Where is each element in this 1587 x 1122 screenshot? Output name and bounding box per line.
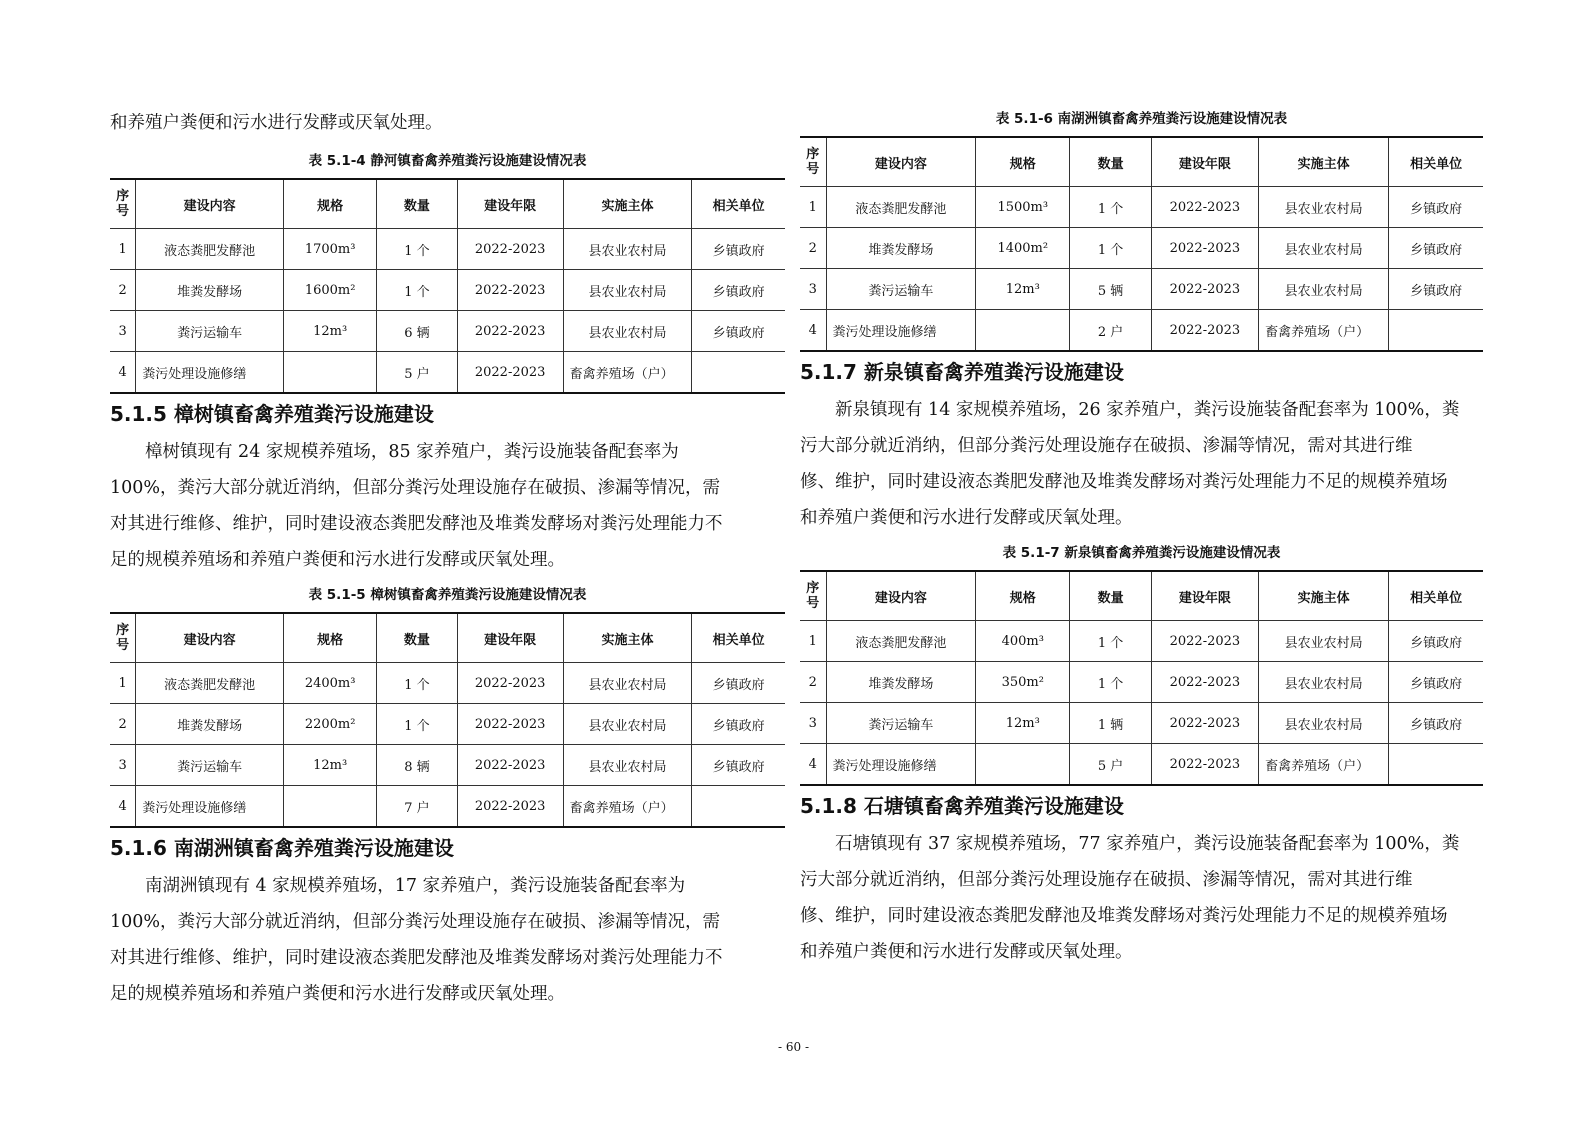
cell-col-years: 2022-2023	[457, 745, 563, 786]
cell-col-spec: 1700m³	[284, 229, 377, 270]
header-col-years: 建设年限	[1151, 137, 1258, 187]
cell-col-implementer: 县农业农村局	[1259, 228, 1389, 269]
section-5-1-6-body	[110, 868, 785, 1012]
header-col-years: 建设年限	[1151, 571, 1258, 621]
cell-col-seq: 2	[110, 270, 136, 311]
cell-col-related: 乡镇政府	[692, 663, 785, 704]
cell-col-spec: 2200m²	[284, 704, 377, 745]
cell-col-years: 2022-2023	[1151, 621, 1258, 662]
header-col-spec: 规格	[284, 613, 377, 663]
cell-col-related	[1389, 310, 1483, 352]
section-5-1-8-heading: 5.1.8 石塘镇畜禽养殖粪污设施建设	[800, 794, 1124, 818]
cell-col-content: 液态粪肥发酵池	[136, 663, 284, 704]
cell-col-related: 乡镇政府	[692, 311, 785, 352]
cell-col-qty: 1 个	[1070, 662, 1151, 703]
cell-col-qty: 1 个	[1070, 187, 1151, 228]
header-col-content: 建设内容	[826, 137, 976, 187]
cell-col-implementer: 县农业农村局	[1259, 269, 1389, 310]
cell-col-content: 粪污处理设施修缮	[826, 744, 976, 786]
paragraph-line: 对其进行维修、维护，同时建设液态粪肥发酵池及堆粪发酵场对粪污处理能力不	[110, 514, 723, 534]
data-table	[800, 570, 1483, 786]
paragraph-line: 足的规模养殖场和养殖户粪便和污水进行发酵或厌氧处理。	[110, 550, 565, 570]
header-seq-bottom: 号	[116, 204, 130, 219]
paragraph-line: 污大部分就近消纳，但部分粪污处理设施存在破损、渗漏等情况，需对其进行维	[800, 436, 1413, 456]
header-col-implementer: 实施主体	[563, 179, 692, 229]
paragraph-line: 南湖洲镇现有 4 家规模养殖场，17 家养殖户，粪污设施装备配套率为	[145, 876, 686, 896]
cell-col-implementer: 畜禽养殖场（户）	[1259, 744, 1389, 786]
cell-col-spec: 1500m³	[976, 187, 1070, 228]
cell-col-content: 粪污运输车	[826, 703, 976, 744]
cell-col-seq: 4	[110, 352, 136, 394]
table-row	[800, 269, 1483, 310]
paragraph-line: 100%，粪污大部分就近消纳，但部分粪污处理设施存在破损、渗漏等情况，需	[110, 478, 721, 498]
cell-col-related	[692, 352, 785, 394]
section-5-1-5-heading: 5.1.5 樟树镇畜禽养殖粪污设施建设	[110, 402, 434, 426]
table-5-1-5-caption: 表 5.1-5 樟树镇畜禽养殖粪污设施建设情况表	[308, 587, 587, 603]
cell-col-implementer: 畜禽养殖场（户）	[1259, 310, 1389, 352]
cell-col-years: 2022-2023	[457, 663, 563, 704]
cell-col-related: 乡镇政府	[1389, 187, 1483, 228]
cell-col-qty: 1 个	[377, 663, 457, 704]
cell-col-seq: 1	[800, 621, 826, 662]
table-row	[110, 786, 785, 828]
header-col-qty: 数量	[377, 613, 457, 663]
cell-col-qty: 6 辆	[377, 311, 457, 352]
cell-col-related	[692, 786, 785, 828]
header-col-implementer: 实施主体	[1259, 571, 1389, 621]
cell-col-implementer: 县农业农村局	[563, 745, 692, 786]
cell-col-spec: 12m³	[284, 745, 377, 786]
header-col-related: 相关单位	[1389, 137, 1483, 187]
cell-col-content: 粪污运输车	[136, 745, 284, 786]
table-header-row	[110, 179, 785, 229]
table-row	[800, 744, 1483, 786]
cell-col-implementer: 畜禽养殖场（户）	[563, 352, 692, 394]
cell-col-implementer: 县农业农村局	[563, 704, 692, 745]
cell-col-qty: 5 户	[377, 352, 457, 394]
paragraph-line: 修、维护，同时建设液态粪肥发酵池及堆粪发酵场对粪污处理能力不足的规模养殖场	[800, 906, 1448, 926]
section-5-1-7-body	[800, 392, 1483, 536]
table-5-1-4	[110, 178, 785, 394]
paragraph-line: 修、维护，同时建设液态粪肥发酵池及堆粪发酵场对粪污处理能力不足的规模养殖场	[800, 472, 1448, 492]
header-col-spec: 规格	[976, 137, 1070, 187]
header-seq	[800, 571, 826, 621]
header-seq	[110, 613, 136, 663]
table-row	[800, 621, 1483, 662]
cell-col-seq: 3	[110, 311, 136, 352]
cell-col-qty: 1 辆	[1070, 703, 1151, 744]
table-header-row	[800, 137, 1483, 187]
cell-col-spec: 400m³	[976, 621, 1070, 662]
paragraph-line: 新泉镇现有 14 家规模养殖场，26 家养殖户，粪污设施装备配套率为 100%，粪	[835, 400, 1460, 420]
table-row	[110, 663, 785, 704]
paragraph-line: 对其进行维修、维护，同时建设液态粪肥发酵池及堆粪发酵场对粪污处理能力不	[110, 948, 723, 968]
cell-col-related: 乡镇政府	[692, 229, 785, 270]
cell-col-qty: 2 户	[1070, 310, 1151, 352]
cell-col-seq: 2	[800, 662, 826, 703]
header-col-implementer: 实施主体	[563, 613, 692, 663]
cell-col-implementer: 县农业农村局	[1259, 662, 1389, 703]
header-seq-top: 序	[116, 189, 130, 204]
cell-col-seq: 1	[110, 229, 136, 270]
cell-col-content: 液态粪肥发酵池	[136, 229, 284, 270]
header-col-qty: 数量	[1070, 571, 1151, 621]
data-table	[800, 136, 1483, 352]
paragraph-line: 石塘镇现有 37 家规模养殖场，77 家养殖户，粪污设施装备配套率为 100%，粪	[835, 834, 1460, 854]
table-row	[110, 270, 785, 311]
cell-col-content: 堆粪发酵场	[136, 704, 284, 745]
header-col-years: 建设年限	[457, 179, 563, 229]
cell-col-seq: 1	[800, 187, 826, 228]
table-row	[110, 311, 785, 352]
cell-col-content: 堆粪发酵场	[136, 270, 284, 311]
header-col-related: 相关单位	[692, 179, 785, 229]
cell-col-related: 乡镇政府	[692, 704, 785, 745]
cell-col-spec: 1400m²	[976, 228, 1070, 269]
cell-col-spec: 12m³	[284, 311, 377, 352]
cell-col-spec: 12m³	[976, 703, 1070, 744]
cell-col-qty: 1 个	[1070, 228, 1151, 269]
cell-col-years: 2022-2023	[1151, 310, 1258, 352]
cell-col-years: 2022-2023	[457, 229, 563, 270]
header-col-content: 建设内容	[136, 613, 284, 663]
cell-col-qty: 1 个	[377, 704, 457, 745]
paragraph-line: 和养殖户粪便和污水进行发酵或厌氧处理。	[800, 942, 1133, 962]
left-column	[110, 0, 785, 1012]
table-5-1-7-caption: 表 5.1-7 新泉镇畜禽养殖粪污设施建设情况表	[1002, 545, 1281, 561]
cell-col-years: 2022-2023	[457, 270, 563, 311]
header-seq-top: 序	[806, 147, 820, 162]
paragraph-line: 樟树镇现有 24 家规模养殖场，85 家养殖户，粪污设施装备配套率为	[145, 442, 679, 462]
cell-col-qty: 8 辆	[377, 745, 457, 786]
header-seq-bottom: 号	[806, 596, 820, 611]
table-row	[110, 352, 785, 394]
header-col-qty: 数量	[1070, 137, 1151, 187]
cell-col-related: 乡镇政府	[1389, 662, 1483, 703]
data-table	[110, 178, 785, 394]
table-5-1-4-caption: 表 5.1-4 静河镇畜禽养殖粪污设施建设情况表	[308, 153, 587, 169]
cell-col-seq: 1	[110, 663, 136, 704]
cell-col-content: 堆粪发酵场	[826, 662, 976, 703]
section-5-1-6-heading: 5.1.6 南湖洲镇畜禽养殖粪污设施建设	[110, 836, 454, 860]
section-5-1-8-body	[800, 826, 1483, 970]
cell-col-content: 液态粪肥发酵池	[826, 621, 976, 662]
table-row	[800, 703, 1483, 744]
cell-col-seq: 4	[110, 786, 136, 828]
cell-col-content: 粪污运输车	[826, 269, 976, 310]
header-seq	[800, 137, 826, 187]
cell-col-content: 粪污运输车	[136, 311, 284, 352]
header-seq-bottom: 号	[806, 162, 820, 177]
cell-col-content: 粪污处理设施修缮	[826, 310, 976, 352]
cell-col-spec	[976, 744, 1070, 786]
page-number: - 60 -	[777, 1040, 809, 1054]
header-seq	[110, 179, 136, 229]
cell-col-spec: 2400m³	[284, 663, 377, 704]
cell-col-related: 乡镇政府	[1389, 228, 1483, 269]
table-row	[800, 228, 1483, 269]
table-5-1-7	[800, 570, 1483, 786]
paragraph-line: 足的规模养殖场和养殖户粪便和污水进行发酵或厌氧处理。	[110, 984, 565, 1004]
cell-col-implementer: 畜禽养殖场（户）	[563, 786, 692, 828]
table-header-row	[110, 613, 785, 663]
intro-paragraph: 和养殖户粪便和污水进行发酵或厌氧处理。	[110, 113, 443, 133]
cell-col-related: 乡镇政府	[692, 745, 785, 786]
cell-col-related: 乡镇政府	[692, 270, 785, 311]
cell-col-spec	[284, 786, 377, 828]
header-col-qty: 数量	[377, 179, 457, 229]
cell-col-years: 2022-2023	[1151, 269, 1258, 310]
cell-col-qty: 1 个	[377, 229, 457, 270]
cell-col-seq: 4	[800, 744, 826, 786]
data-table	[110, 612, 785, 828]
cell-col-qty: 1 个	[377, 270, 457, 311]
header-col-spec: 规格	[976, 571, 1070, 621]
cell-col-spec: 1600m²	[284, 270, 377, 311]
cell-col-seq: 3	[800, 269, 826, 310]
cell-col-content: 粪污处理设施修缮	[136, 786, 284, 828]
table-row	[800, 310, 1483, 352]
cell-col-seq: 2	[110, 704, 136, 745]
cell-col-implementer: 县农业农村局	[1259, 703, 1389, 744]
table-5-1-5	[110, 612, 785, 828]
cell-col-years: 2022-2023	[457, 704, 563, 745]
cell-col-implementer: 县农业农村局	[563, 270, 692, 311]
cell-col-implementer: 县农业农村局	[563, 229, 692, 270]
header-seq-bottom: 号	[116, 638, 130, 653]
paragraph-line: 100%，粪污大部分就近消纳，但部分粪污处理设施存在破损、渗漏等情况，需	[110, 912, 721, 932]
cell-col-qty: 1 个	[1070, 621, 1151, 662]
header-col-content: 建设内容	[136, 179, 284, 229]
cell-col-seq: 4	[800, 310, 826, 352]
cell-col-implementer: 县农业农村局	[563, 663, 692, 704]
cell-col-years: 2022-2023	[457, 786, 563, 828]
cell-col-years: 2022-2023	[1151, 703, 1258, 744]
cell-col-spec	[284, 352, 377, 394]
cell-col-implementer: 县农业农村局	[1259, 187, 1389, 228]
header-col-related: 相关单位	[692, 613, 785, 663]
cell-col-years: 2022-2023	[457, 352, 563, 394]
cell-col-qty: 5 户	[1070, 744, 1151, 786]
cell-col-implementer: 县农业农村局	[563, 311, 692, 352]
table-row	[800, 187, 1483, 228]
table-header-row	[800, 571, 1483, 621]
table-row	[800, 662, 1483, 703]
cell-col-seq: 2	[800, 228, 826, 269]
header-col-implementer: 实施主体	[1259, 137, 1389, 187]
cell-col-related	[1389, 744, 1483, 786]
cell-col-spec: 350m²	[976, 662, 1070, 703]
cell-col-implementer: 县农业农村局	[1259, 621, 1389, 662]
cell-col-spec	[976, 310, 1070, 352]
cell-col-years: 2022-2023	[1151, 744, 1258, 786]
table-row	[110, 745, 785, 786]
table-5-1-6	[800, 136, 1483, 352]
cell-col-years: 2022-2023	[1151, 662, 1258, 703]
paragraph-line: 污大部分就近消纳，但部分粪污处理设施存在破损、渗漏等情况，需对其进行维	[800, 870, 1413, 890]
header-seq-top: 序	[806, 581, 820, 596]
header-seq-top: 序	[116, 623, 130, 638]
table-5-1-6-caption: 表 5.1-6 南湖洲镇畜禽养殖粪污设施建设情况表	[995, 111, 1288, 127]
table-row	[110, 704, 785, 745]
cell-col-content: 堆粪发酵场	[826, 228, 976, 269]
cell-col-content: 粪污处理设施修缮	[136, 352, 284, 394]
cell-col-qty: 7 户	[377, 786, 457, 828]
cell-col-years: 2022-2023	[1151, 228, 1258, 269]
paragraph-line: 和养殖户粪便和污水进行发酵或厌氧处理。	[800, 508, 1133, 528]
cell-col-related: 乡镇政府	[1389, 621, 1483, 662]
cell-col-years: 2022-2023	[457, 311, 563, 352]
table-row	[110, 229, 785, 270]
section-5-1-5-body	[110, 434, 785, 578]
header-col-spec: 规格	[284, 179, 377, 229]
header-col-years: 建设年限	[457, 613, 563, 663]
right-column	[800, 0, 1483, 970]
header-col-content: 建设内容	[826, 571, 976, 621]
cell-col-related: 乡镇政府	[1389, 703, 1483, 744]
cell-col-seq: 3	[800, 703, 826, 744]
cell-col-years: 2022-2023	[1151, 187, 1258, 228]
cell-col-related: 乡镇政府	[1389, 269, 1483, 310]
cell-col-qty: 5 辆	[1070, 269, 1151, 310]
header-col-related: 相关单位	[1389, 571, 1483, 621]
cell-col-spec: 12m³	[976, 269, 1070, 310]
cell-col-content: 液态粪肥发酵池	[826, 187, 976, 228]
section-5-1-7-heading: 5.1.7 新泉镇畜禽养殖粪污设施建设	[800, 360, 1124, 384]
cell-col-seq: 3	[110, 745, 136, 786]
